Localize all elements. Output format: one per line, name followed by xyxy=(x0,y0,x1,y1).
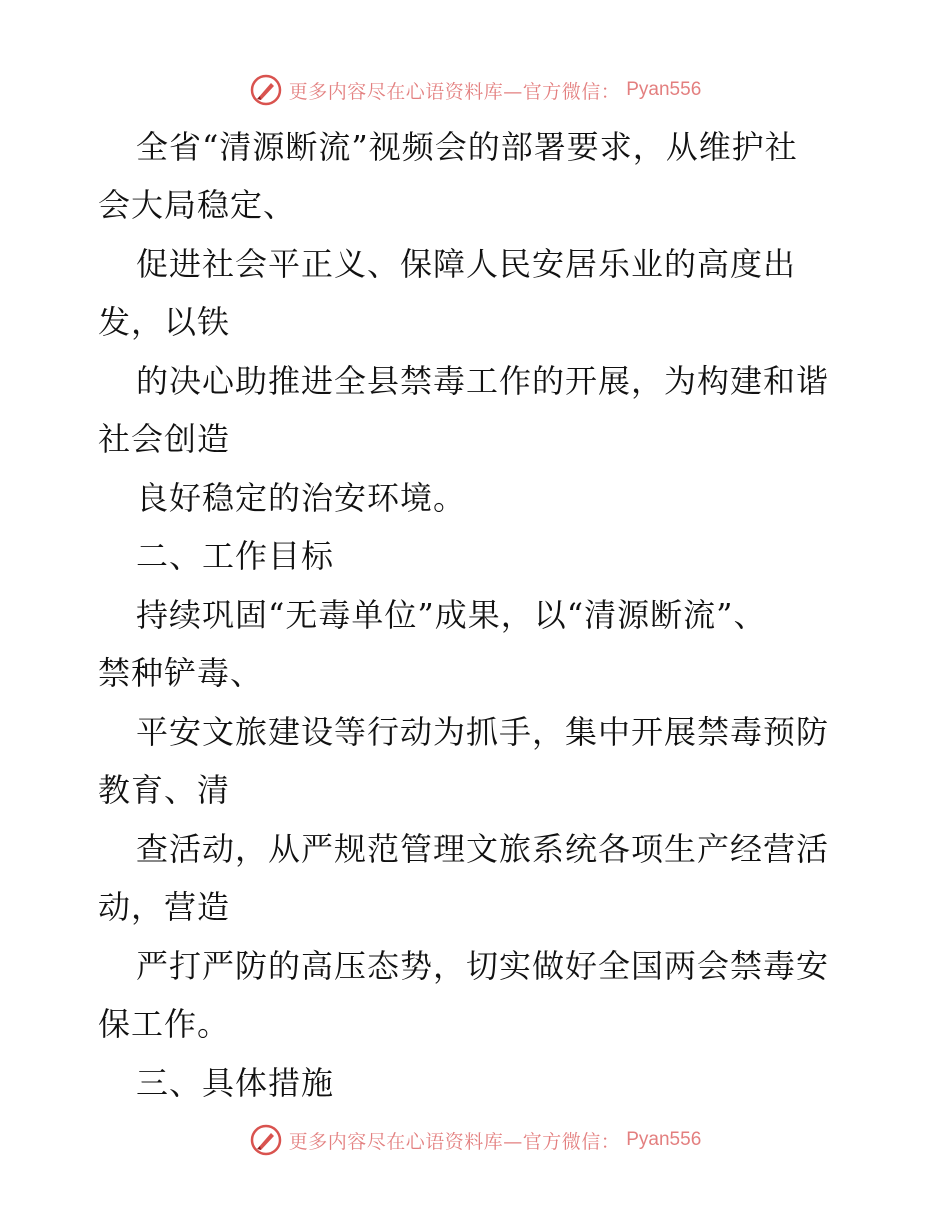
paragraph-line: 严打严防的高压态势，切实做好全国两会禁毒安 xyxy=(136,947,830,985)
section-heading: 三、具体措施 xyxy=(136,1064,335,1102)
fountain-pen-logo-icon xyxy=(249,73,283,107)
watermark-text: 更多内容尽在心语资料库—官方微信： xyxy=(288,1130,621,1153)
paragraph-line: 禁种铲毒、 xyxy=(98,654,264,692)
footer-watermark xyxy=(0,1120,950,1160)
paragraph-line: 促进社会平正义、保障人民安居乐业的高度出 xyxy=(136,245,797,283)
section-heading: 二、工作目标 xyxy=(136,537,335,575)
fountain-pen-logo-icon xyxy=(249,1123,283,1157)
paragraph-line: 会大局稳定、 xyxy=(98,186,297,224)
watermark-text: 更多内容尽在心语资料库—官方微信： xyxy=(288,80,621,103)
header-watermark xyxy=(0,70,950,110)
paragraph-line: 全省“清源断流”视频会的部署要求，从维护社 xyxy=(136,128,798,166)
paragraph-line: 教育、清 xyxy=(98,771,231,809)
paragraph-line: 发，以铁 xyxy=(98,303,231,341)
paragraph-line: 查活动，从严规范管理文旅系统各项生产经营活 xyxy=(136,830,830,868)
paragraph-line: 平安文旅建设等行动为抓手，集中开展禁毒预防 xyxy=(136,713,830,751)
paragraph-line: 持续巩固“无毒单位”成果，以“清源断流”、 xyxy=(136,596,767,634)
paragraph-line: 良好稳定的治安环境。 xyxy=(136,479,467,517)
paragraph-line: 保工作。 xyxy=(98,1005,231,1043)
watermark-wechat-id: Pyan556 xyxy=(626,1129,702,1150)
paragraph-line: 社会创造 xyxy=(98,420,231,458)
watermark-wechat-id: Pyan556 xyxy=(626,79,702,100)
paragraph-line: 的决心助推进全县禁毒工作的开展，为构建和谐 xyxy=(136,362,830,400)
paragraph-line: 动，营造 xyxy=(98,888,231,926)
